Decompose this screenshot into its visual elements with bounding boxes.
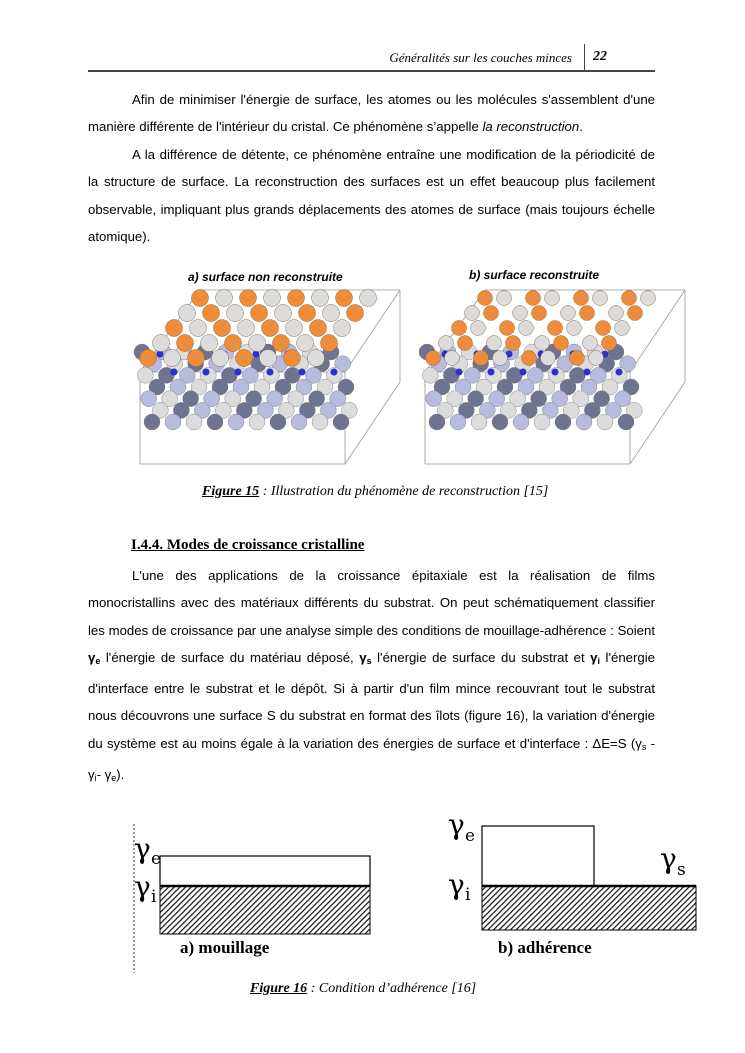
substrate-atom: [555, 414, 571, 430]
surface-atom: [452, 321, 467, 336]
crystal-box-edge: [630, 290, 685, 372]
surface-atom: [602, 336, 617, 351]
figure-15-caption: [202, 484, 548, 500]
gamma-sub-s: s: [366, 655, 372, 666]
header-separator: [584, 44, 585, 70]
surface-atom: [500, 321, 515, 336]
surface-atom: [506, 336, 521, 351]
paragraph-3-text-6: -: [96, 767, 105, 783]
figure-16-caption-text: : Condition d’adhérence [16]: [307, 981, 477, 996]
surface-atom: [308, 350, 325, 367]
surface-atom: [297, 335, 314, 352]
surface-atom: [284, 350, 301, 367]
interstitial-atom: [520, 369, 527, 376]
surface-atom: [426, 351, 441, 366]
substrate-atom: [618, 414, 634, 430]
substrate-atom: [249, 414, 265, 430]
substrate-atom: [492, 414, 508, 430]
substrate-atom: [576, 414, 592, 430]
surface-atom: [201, 335, 218, 352]
header-rule: [88, 70, 655, 72]
surface-atom: [593, 291, 608, 306]
surface-atom: [554, 336, 569, 351]
interstitial-atom: [203, 369, 210, 376]
interstitial-atom: [171, 369, 178, 376]
substrate-atom: [291, 414, 307, 430]
surface-atom: [214, 320, 231, 337]
surface-atom: [628, 306, 643, 321]
adhesion-island: [482, 826, 594, 886]
surface-atom: [535, 336, 550, 351]
figure-16-caption: [250, 981, 476, 997]
interstitial-atom: [456, 369, 463, 376]
interstitial-atom: [331, 369, 338, 376]
gamma-symbol: γ: [88, 767, 95, 783]
surface-atom: [580, 306, 595, 321]
paragraph-1-end: .: [579, 119, 583, 135]
interstitial-atom: [488, 369, 495, 376]
surface-atom: [312, 290, 329, 307]
surface-atom: [236, 350, 253, 367]
section-title: I.4.4. Modes de croissance cristalline: [131, 537, 365, 553]
gamma-i-sub-a: i: [151, 887, 157, 907]
gamma-symbol: γ: [88, 649, 96, 665]
gamma-s-label-b: γ: [660, 842, 677, 875]
surface-atom: [240, 290, 257, 307]
wetting-film-layer: [160, 856, 370, 886]
substrate-a: [160, 886, 370, 934]
surface-atom: [260, 350, 277, 367]
surface-atom: [545, 291, 560, 306]
page-number: 22: [593, 49, 607, 64]
surface-atom: [541, 351, 556, 366]
surface-atom: [153, 335, 170, 352]
paragraph-3-text-4: l'énergie d'interface entre le substrat et le dépôt. Si à partir d'un film mince recouvrant tout le substrat nous découvrons une surface S du substrat en format des îlots (figure 16), la variation d'énergie du système est au moins égale à la variation des énergies de surface et d'interface : ΔE=S (: [88, 649, 655, 751]
surface-atom: [203, 305, 220, 322]
gamma-sub-i: i: [94, 773, 97, 784]
surface-atom: [589, 351, 604, 366]
surface-atom: [275, 305, 292, 322]
surface-atom: [615, 321, 630, 336]
substrate-atom: [597, 414, 613, 430]
surface-atom: [522, 351, 537, 366]
substrate-atom: [141, 391, 157, 407]
substrate-atom: [429, 414, 445, 430]
surface-atom: [177, 335, 194, 352]
figure-15-illustration: [130, 262, 690, 482]
substrate-atom: [137, 367, 153, 383]
substrate-atom: [426, 391, 442, 407]
surface-atom: [227, 305, 244, 322]
surface-atom: [474, 351, 489, 366]
paragraph-3-text-5: -: [646, 735, 655, 751]
substrate-atom: [165, 414, 181, 430]
substrate-atom: [513, 414, 529, 430]
gamma-symbol: γ: [590, 649, 598, 665]
surface-atom: [583, 336, 598, 351]
surface-atom: [251, 305, 268, 322]
surface-atom: [641, 291, 656, 306]
gamma-sub-e: e: [95, 655, 101, 666]
surface-atom: [478, 291, 493, 306]
figure-15-label-a: a) surface non reconstruite: [188, 270, 343, 284]
substrate-atom: [534, 414, 550, 430]
substrate-b: [482, 886, 696, 930]
paragraph-2-text: A la différence de détente, ce phénomène entraîne une modification de la périodicité de la structure de surface. La reconstruction des surfaces est un effet beaucoup plus facilement observable, impliquant plus grands déplacements des atomes de surface (mais toujours échelle atomique).: [88, 147, 655, 244]
figure-16-label-a: a) mouillage: [180, 938, 270, 957]
substrate-atom: [450, 414, 466, 430]
surface-atom: [334, 320, 351, 337]
substrate-atom: [471, 414, 487, 430]
surface-atom: [310, 320, 327, 337]
surface-atom: [288, 290, 305, 307]
substrate-atom: [270, 414, 286, 430]
figure-16-diagram: [128, 808, 708, 978]
surface-atom: [188, 350, 205, 367]
substrate-atom: [228, 414, 244, 430]
crystal-box-edge: [345, 382, 400, 464]
gamma-i-sub-b: i: [465, 885, 471, 905]
surface-atom: [484, 306, 499, 321]
surface-atom: [360, 290, 377, 307]
surface-atom: [596, 321, 611, 336]
surface-atom: [513, 306, 528, 321]
gamma-e-label-b: γ: [448, 808, 465, 841]
surface-atom: [497, 291, 512, 306]
paragraph-1-text: Afin de minimiser l'énergie de surface, les atomes ou les molécules s'assemblent d'une manière différente de l'intérieur du cristal. Ce phénomène s’appelle: [88, 92, 655, 135]
surface-atom: [192, 290, 209, 307]
substrate-atom: [422, 367, 438, 383]
figure-16-label-b: b) adhérence: [498, 938, 592, 957]
gamma-symbol: γ: [104, 767, 112, 783]
paragraph-3-text-1: L'une des applications de la croissance épitaxiale est la réalisation de films monocristallins avec des matériaux différents du substrat. On peut schématiquement classifier les modes de croissance par une analyse simple des conditions de mouillage-adhérence : Soient: [88, 568, 655, 638]
surface-atom: [225, 335, 242, 352]
surface-atom: [286, 320, 303, 337]
surface-atom: [526, 291, 541, 306]
surface-atom: [262, 320, 279, 337]
surface-atom: [347, 305, 364, 322]
crystal-unreconstructed: [134, 290, 400, 465]
gamma-i-label-a: γ: [134, 870, 151, 903]
surface-atom: [548, 321, 563, 336]
paragraph-3-text-3: l'énergie de surface du substrat et: [371, 649, 591, 665]
surface-atom: [212, 350, 229, 367]
gamma-symbol: γ: [635, 735, 642, 751]
surface-atom: [249, 335, 266, 352]
surface-atom: [445, 351, 460, 366]
surface-atom: [273, 335, 290, 352]
header-title: Généralités sur les couches minces: [389, 50, 572, 65]
surface-atom: [574, 291, 589, 306]
figure-15-caption-text: : Illustration du phénomène de reconstruction [15]: [259, 484, 549, 499]
surface-atom: [570, 351, 585, 366]
surface-atom: [519, 321, 534, 336]
surface-atom: [179, 305, 196, 322]
gamma-symbol: γ: [359, 649, 367, 665]
surface-atom: [487, 336, 502, 351]
surface-atom: [321, 335, 338, 352]
interstitial-atom: [299, 369, 306, 376]
surface-atom: [299, 305, 316, 322]
gamma-e-sub-a: e: [151, 849, 162, 869]
surface-atom: [238, 320, 255, 337]
gamma-sub-s: s: [641, 741, 647, 752]
surface-atom: [532, 306, 547, 321]
surface-atom: [561, 306, 576, 321]
paragraph-3-text-7: ).: [116, 767, 125, 783]
surface-atom: [439, 336, 454, 351]
paragraph-1-italic: la reconstruction: [482, 119, 580, 135]
surface-atom: [264, 290, 281, 307]
interstitial-atom: [584, 369, 591, 376]
surface-atom: [140, 350, 157, 367]
gamma-i-label-b: γ: [448, 868, 465, 901]
surface-atom: [622, 291, 637, 306]
gamma-sub-i: i: [597, 655, 601, 666]
substrate-atom: [312, 414, 328, 430]
page-header: [88, 44, 655, 72]
substrate-atom: [144, 414, 160, 430]
surface-atom: [567, 321, 582, 336]
substrate-atom: [333, 414, 349, 430]
surface-atom: [216, 290, 233, 307]
interstitial-atom: [616, 369, 623, 376]
surface-atom: [164, 350, 181, 367]
crystal-reconstructed: [419, 290, 685, 464]
paragraph-2: [88, 141, 655, 250]
gamma-e-label-a: γ: [134, 832, 151, 865]
paragraph-3-text-2: l'énergie de surface du matériau déposé,: [100, 649, 360, 665]
paragraph-1: [88, 86, 655, 141]
surface-atom: [493, 351, 508, 366]
surface-atom: [471, 321, 486, 336]
surface-atom: [190, 320, 207, 337]
interstitial-atom: [235, 369, 242, 376]
interstitial-atom: [267, 369, 274, 376]
surface-atom: [166, 320, 183, 337]
paragraph-3: [88, 562, 655, 792]
gamma-s-sub-b: s: [677, 860, 686, 880]
substrate-atom: [186, 414, 202, 430]
gamma-sub-e: e: [111, 773, 117, 784]
surface-atom: [465, 306, 480, 321]
figure-15-caption-label: Figure 15: [202, 484, 260, 499]
gamma-e-sub-b: e: [465, 826, 476, 846]
figure-16-caption-label: Figure 16: [250, 981, 308, 996]
interstitial-atom: [552, 369, 559, 376]
crystal-box-edge: [630, 382, 685, 464]
figure-15-label-b: b) surface reconstruite: [469, 268, 600, 282]
surface-atom: [336, 290, 353, 307]
surface-atom: [609, 306, 624, 321]
surface-atom: [458, 336, 473, 351]
substrate-atom: [207, 414, 223, 430]
surface-atom: [323, 305, 340, 322]
